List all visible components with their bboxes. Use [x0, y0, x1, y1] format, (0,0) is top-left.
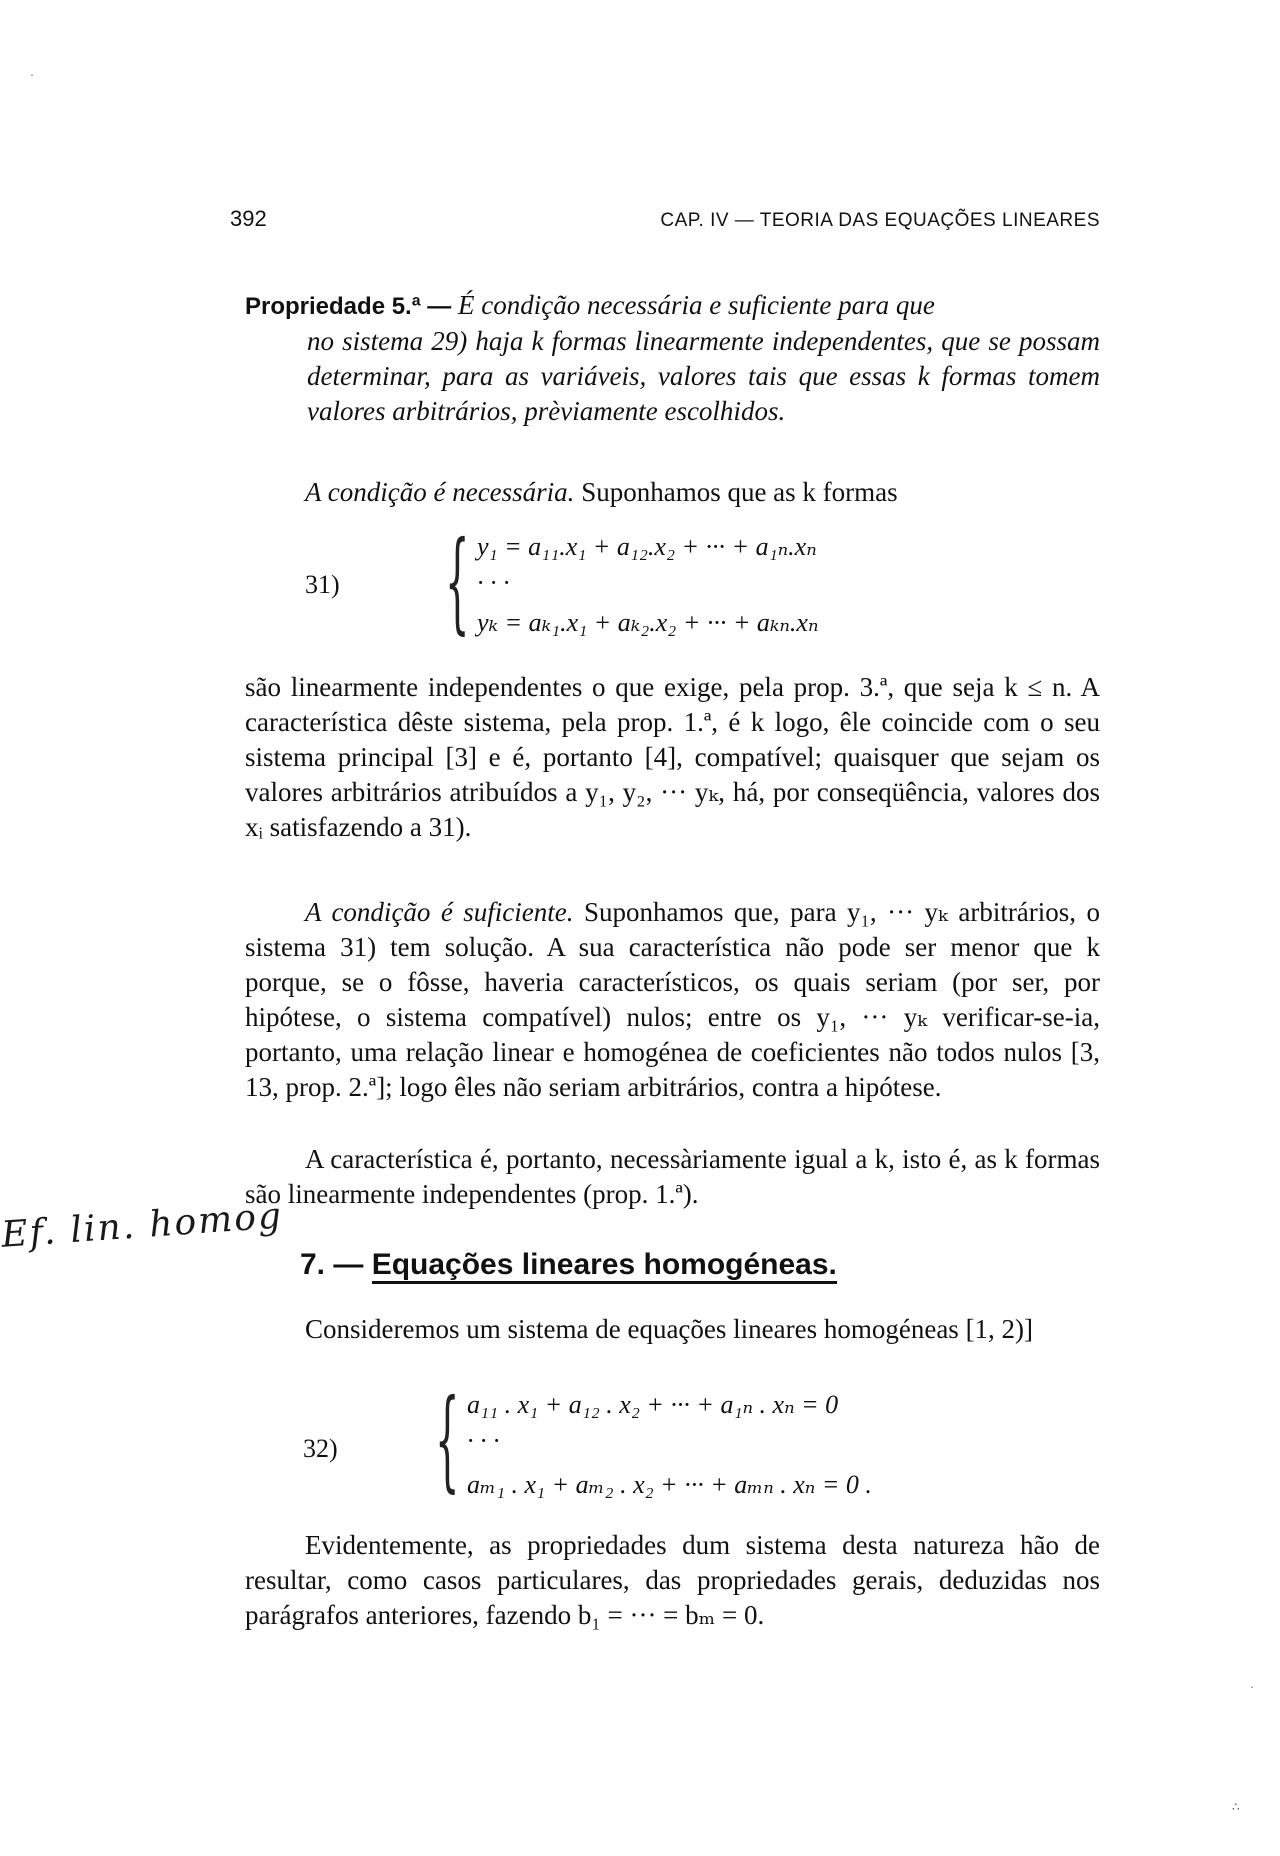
necessity-paragraph [245, 475, 1100, 510]
system-32-line-2: · · · [467, 1426, 500, 1455]
paragraph-final: Evidentemente, as propriedades dum sistema desta natureza hão de resultar, como casos particulares, das propriedades gerais, deduzidas nos parágrafos anteriores, fazendo b₁ = ··· = bₘ = 0. [245, 1530, 1100, 1630]
sufficiency-lead: A condição é suficiente. [305, 897, 574, 927]
left-brace: { [435, 1375, 460, 1503]
paragraph-independence: são linearmente independentes o que exige, pela prop. 3.ª, que seja k ≤ n. A característica dêste sistema, pela prop. 1.ª, é k logo, êle coincide com o seu sistema principal [3] e é, portanto [4], compatível; quaisquer que sejam os valores arbitrários atribuídos a y₁, y₂, ··· yₖ, há, por conseqüência, valores dos xᵢ satisfazendo a 31). [245, 672, 1100, 842]
scan-speck: · [1250, 1680, 1254, 1694]
running-head: CAP. IV — TEORIA DAS EQUAÇÕES LINEARES [660, 210, 1100, 231]
paragraph-conclusion: A característica é, portanto, necessàriamente igual a k, isto é, as k formas são linearmente independentes (prop. 1.ª). [245, 1144, 1100, 1209]
section-number: 7. — [300, 1248, 364, 1281]
system-32 [245, 1375, 1100, 1503]
system-31-line-3: yₖ = aₖ₁.x₁ + aₖ₂.x₂ + ··· + aₖₙ.xₙ [477, 608, 819, 637]
section-heading-7 [300, 1248, 837, 1282]
property-statement-first: É condição necessária e suficiente para que [458, 290, 935, 320]
system-31 [245, 517, 1100, 645]
system-32-line-1: a₁₁ . x₁ + a₁₂ . x₂ + ··· + a₁ₙ . xₙ = 0 [467, 1390, 839, 1419]
scan-speck: ∴ [1232, 1800, 1240, 1814]
handwritten-margin-note: Ef. lin. homog [0, 1195, 285, 1256]
property-5-statement [245, 288, 1100, 429]
property-statement-rest: no sistema 29) haja k formas linearmente independentes, que se possam determinar, para as variáveis, valores tais que essas k formas tomem valores arbitrários, prèviamente escolhidos. [307, 326, 1100, 426]
necessity-lead: A condição é necessária. [305, 477, 575, 507]
page-header [230, 200, 1100, 240]
system-31-line-2: · · · [477, 568, 510, 597]
section-title: Equações lineares homogéneas. [372, 1248, 837, 1284]
left-brace: { [445, 517, 470, 645]
sufficiency-paragraph [245, 895, 1100, 1105]
property-label: Propriedade 5.ª — [245, 293, 452, 320]
system-32-line-3: aₘ₁ . x₁ + aₘ₂ . x₂ + ··· + aₘₙ . xₙ = 0 . [467, 1470, 872, 1499]
system-31-line-1: y₁ = a₁₁.x₁ + a₁₂.x₂ + ··· + a₁ₙ.xₙ [477, 532, 817, 561]
page-number: 392 [230, 206, 267, 231]
system-32-label: 32) [303, 1434, 338, 1463]
paragraph-homogeneous-intro: Consideremos um sistema de equações lineares homogéneas [1, 2)] [305, 1314, 1034, 1344]
system-31-label: 31) [305, 570, 340, 599]
necessity-text: Suponhamos que as k formas [581, 477, 898, 507]
scan-speck: · [30, 68, 34, 82]
sufficiency-text: Suponhamos que, para y₁, ··· yₖ arbitrários, o sistema 31) tem solução. A sua característica não pode ser menor que k porque, se o fôsse, haveria característicos, os quais seriam (por ser, por hipótese, o sistema compatível) nulos; entre os y₁, ··· yₖ verificar-se-ia, portanto, uma relação linear e homogénea de coeficientes não todos nulos [3, 13, prop. 2.ª]; logo êles não seriam arbitrários, contra a hipótese. [245, 897, 1100, 1102]
